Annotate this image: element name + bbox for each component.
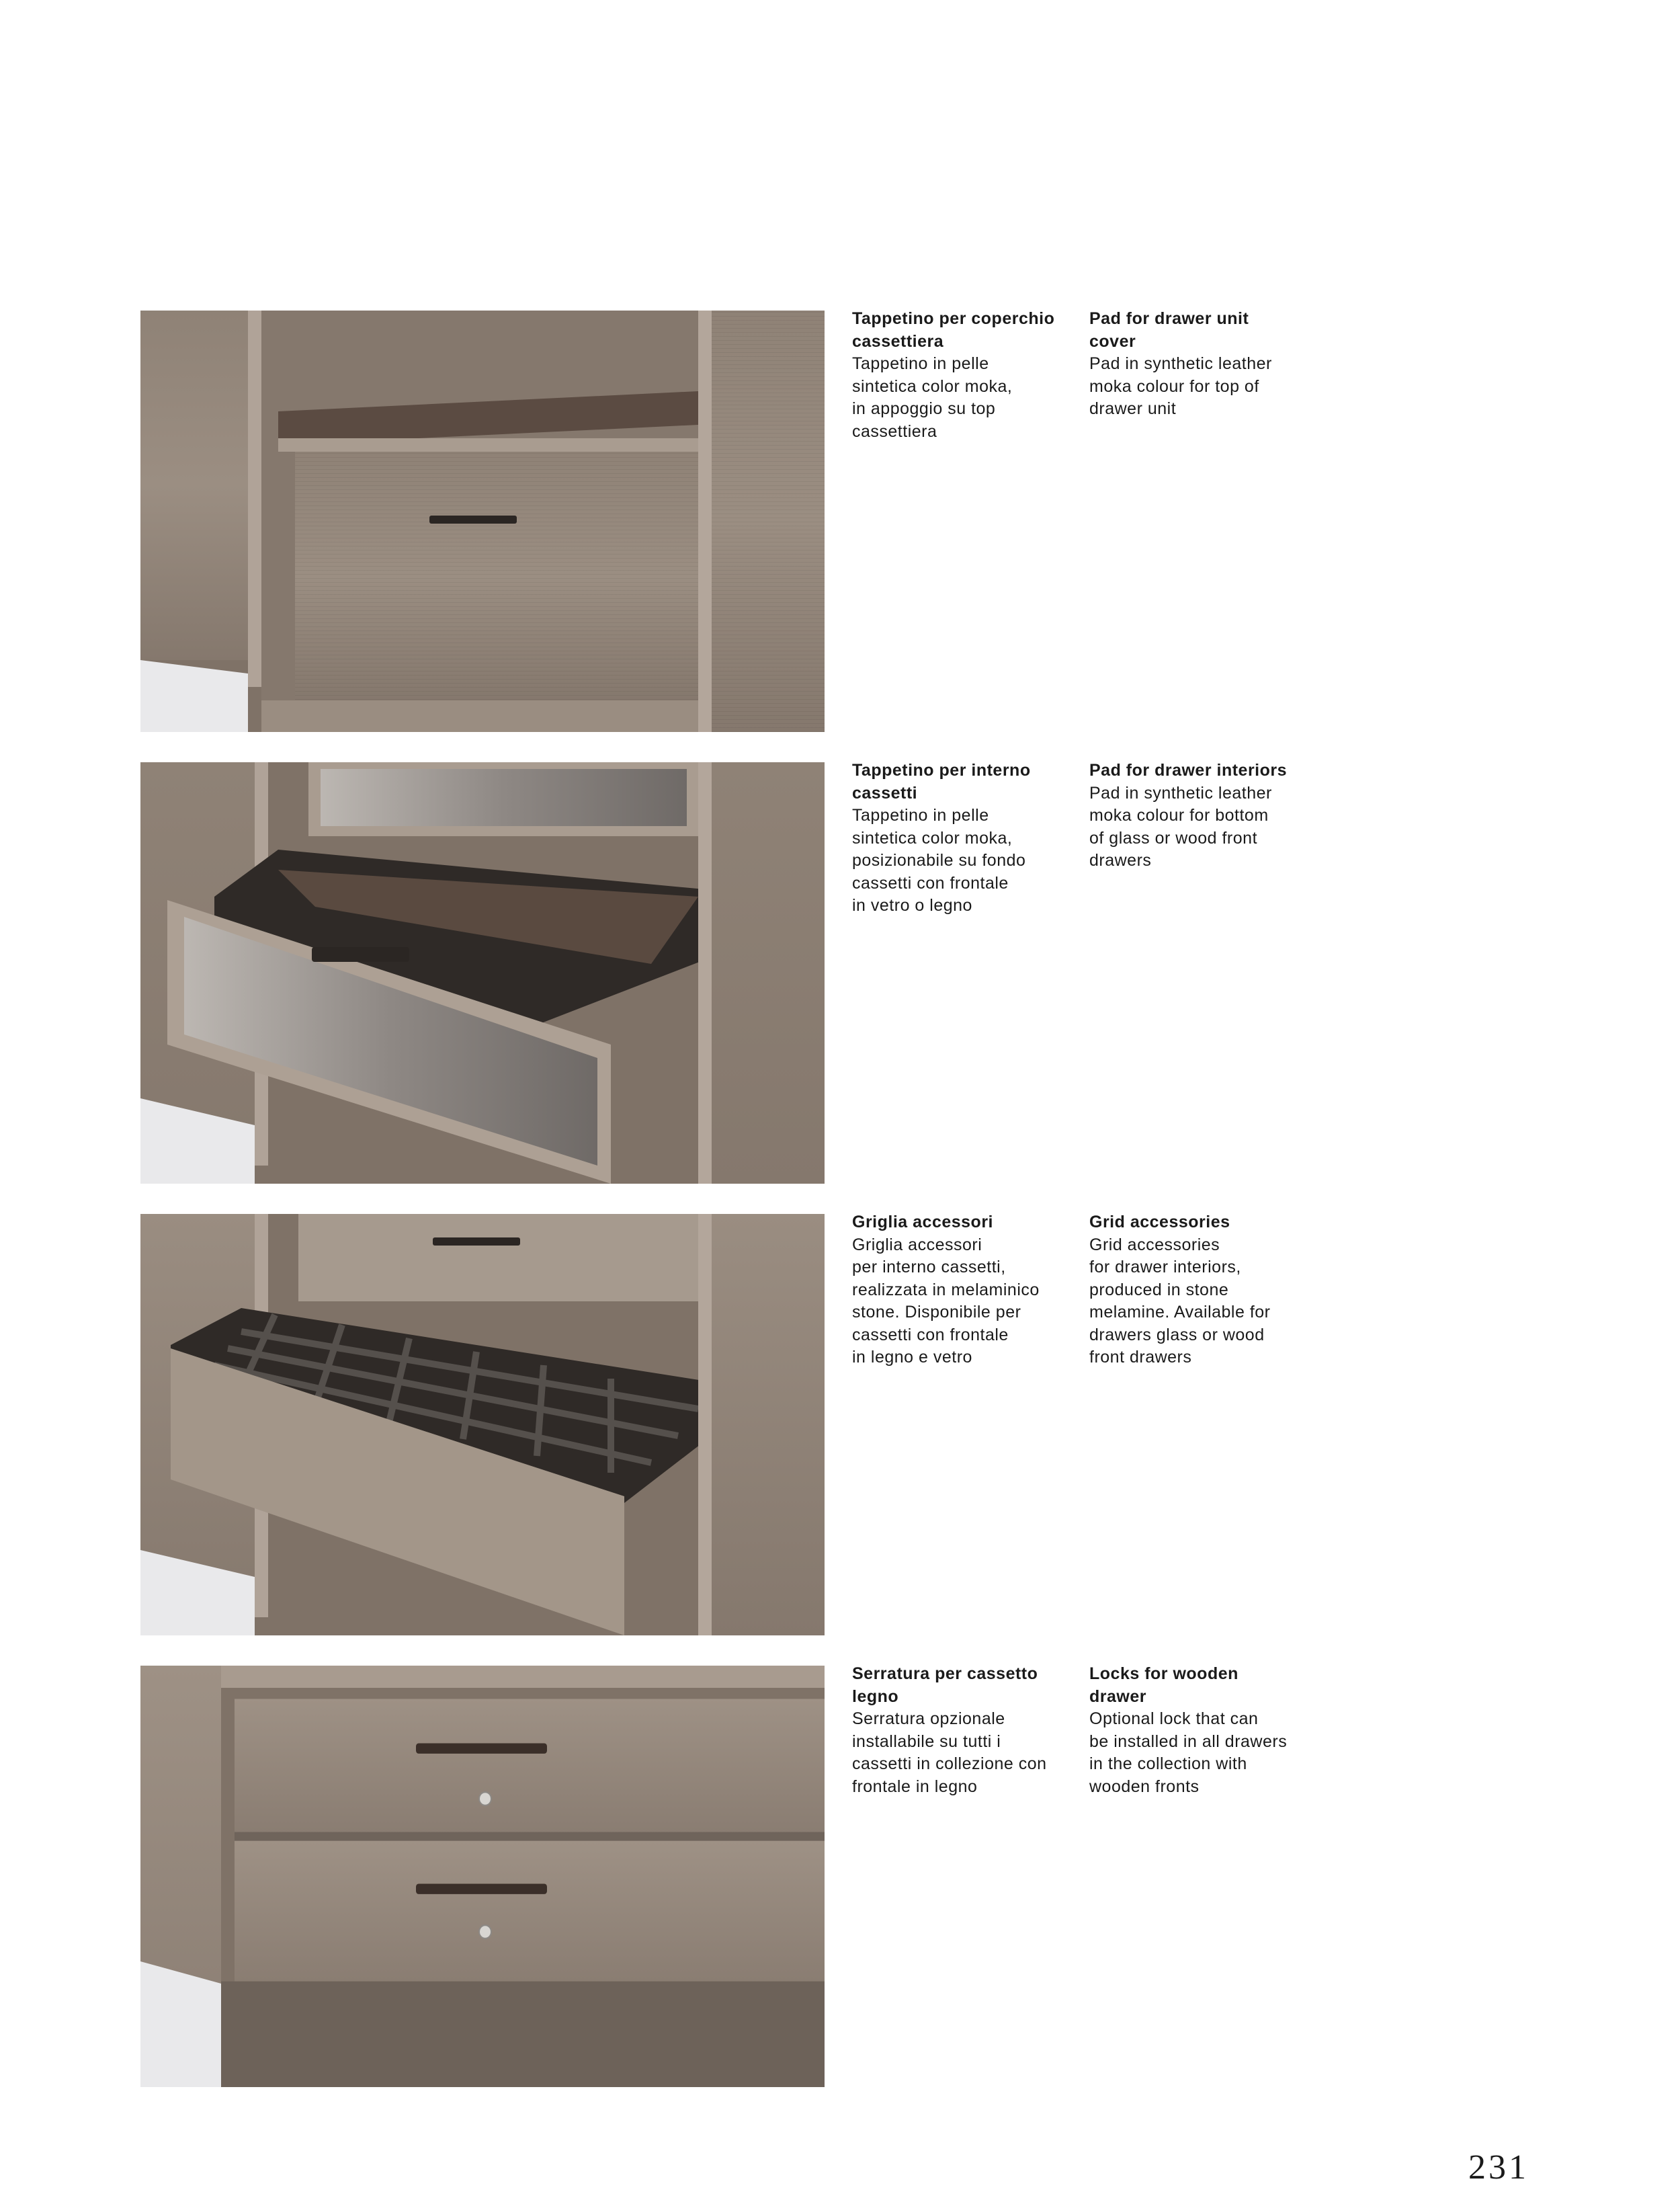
section-1-italian — [852, 308, 1074, 443]
photo-drawer-unit-cover-pad — [140, 311, 825, 732]
section-2-italian — [852, 760, 1074, 918]
section-2-english — [1089, 760, 1311, 872]
section-2-english-body: Pad in synthetic leather moka colour for bottom of glass or wood front drawers — [1089, 783, 1272, 870]
section-1-italian-heading: Tappetino per coperchio cassettiera — [852, 309, 1055, 351]
photo-grid-accessories — [140, 1214, 825, 1635]
section-4-english-body: Optional lock that can be installed in all drawers in the collection with wooden fronts — [1089, 1709, 1288, 1796]
section-3-italian-body: Griglia accessori per interno cassetti, realizzata in melaminico stone. Disponibile per cassetti con frontale in legno e vetro — [852, 1235, 1040, 1367]
section-3-italian — [852, 1211, 1074, 1369]
section-1-english — [1089, 308, 1311, 421]
section-2-italian-heading: Tappetino per interno cassetti — [852, 761, 1031, 803]
section-4-english-heading: Locks for wooden drawer — [1089, 1664, 1238, 1706]
section-2-italian-body: Tappetino in pelle sintetica color moka, posizionabile su fondo cassetti con frontale in vetro o legno — [852, 806, 1026, 915]
section-1-italian-body: Tappetino in pelle sintetica color moka, in appoggio su top cassettiera — [852, 354, 1013, 441]
photo-wooden-drawer-locks — [140, 1666, 825, 2087]
section-3-english — [1089, 1211, 1311, 1369]
photo-drawer-interior-pad — [140, 762, 825, 1184]
section-1-english-heading: Pad for drawer unit cover — [1089, 309, 1249, 351]
page-number: 231 — [1468, 2148, 1529, 2187]
section-4-english — [1089, 1663, 1311, 1798]
section-4-italian-heading: Serratura per cassetto legno — [852, 1664, 1038, 1706]
section-4-italian — [852, 1663, 1074, 1798]
section-4-italian-body: Serratura opzionale installabile su tutti i cassetti in collezione con frontale in legno — [852, 1709, 1047, 1796]
section-3-english-body: Grid accessories for drawer interiors, produced in stone melamine. Available for drawers glass or wood front drawers — [1089, 1235, 1271, 1367]
section-1-english-body: Pad in synthetic leather moka colour for top of drawer unit — [1089, 354, 1272, 418]
section-3-italian-heading: Griglia accessori — [852, 1213, 994, 1231]
section-3-english-heading: Grid accessories — [1089, 1213, 1230, 1231]
section-2-english-heading: Pad for drawer interiors — [1089, 761, 1288, 780]
